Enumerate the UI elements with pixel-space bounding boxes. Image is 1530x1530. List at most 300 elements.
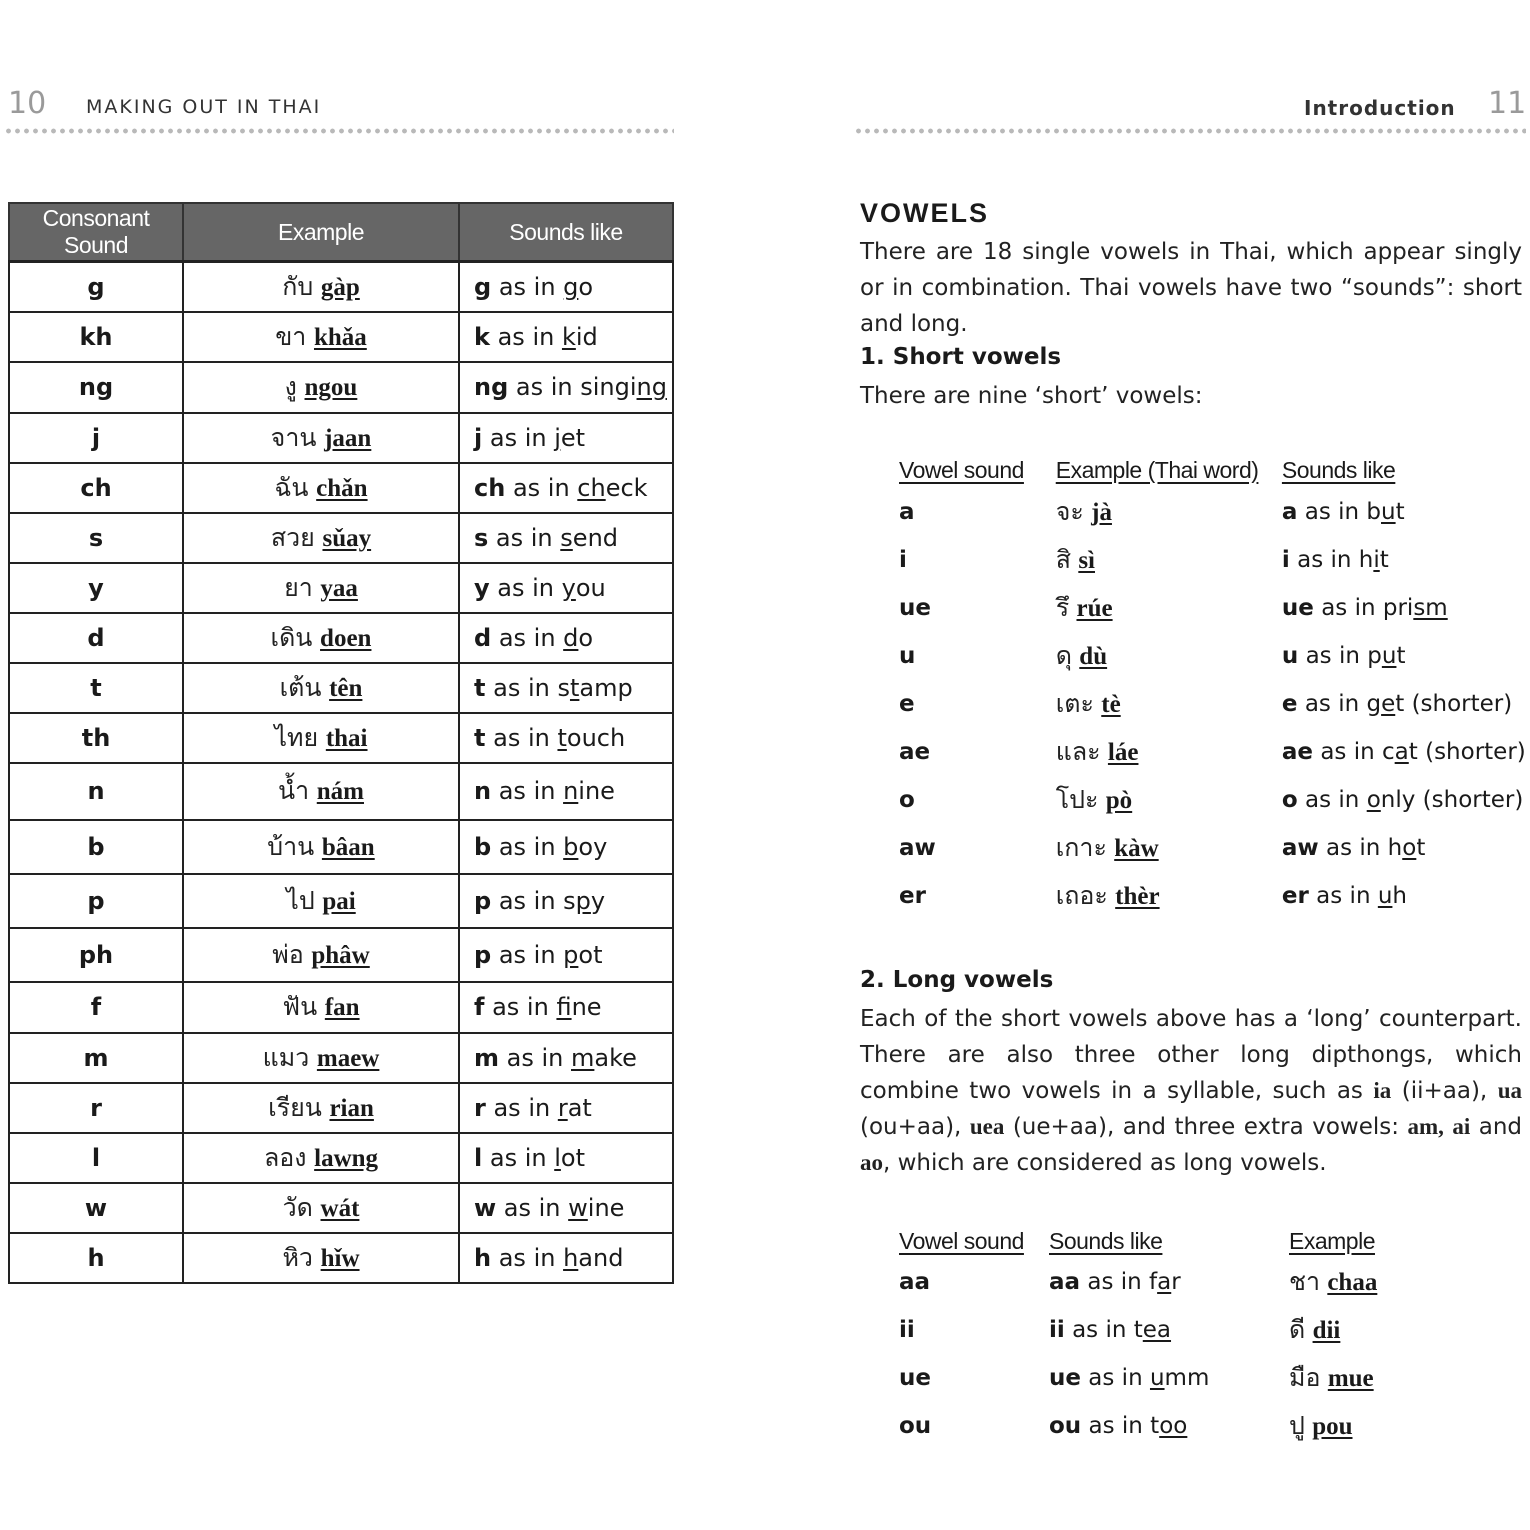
sounds-like-cell xyxy=(459,663,673,713)
sounds-like-cell xyxy=(1282,872,1530,920)
sound-text: as in t xyxy=(1081,1413,1160,1439)
romanization: bâan xyxy=(321,833,375,861)
sound-text: as in xyxy=(1297,787,1367,813)
vowel-sound: ou xyxy=(899,1413,932,1439)
sound-text: as in xyxy=(491,777,564,805)
example-cell xyxy=(183,1083,459,1133)
table-row xyxy=(899,872,1530,920)
header-example: Example xyxy=(1289,1227,1375,1254)
sound-highlight: t xyxy=(557,723,567,752)
sound-text: as in xyxy=(496,1193,569,1222)
sound-text: ot xyxy=(560,1143,585,1172)
romanization: fan xyxy=(324,994,360,1021)
table-row xyxy=(9,413,673,463)
sounds-like-cell xyxy=(459,413,673,463)
sound-text: mm xyxy=(1164,1365,1210,1391)
divider-right xyxy=(854,128,1526,134)
table-row xyxy=(899,584,1530,632)
extra-vowel-ai: ai xyxy=(1452,1114,1471,1139)
table-row xyxy=(9,1033,673,1083)
romanization: pou xyxy=(1312,1413,1353,1440)
sound-key: ou xyxy=(1049,1413,1082,1439)
table-row xyxy=(9,713,673,763)
consonant-sound: ch xyxy=(9,463,183,513)
example-cell xyxy=(183,312,459,362)
extra-vowel-ao: ao xyxy=(860,1150,883,1175)
para-text: and xyxy=(1470,1114,1522,1140)
thai-word: วัด xyxy=(282,1192,313,1222)
table-row xyxy=(899,632,1530,680)
table-row xyxy=(899,680,1530,728)
sound-text: t (shorter) xyxy=(1395,691,1513,717)
example-cell xyxy=(183,1233,459,1283)
thai-word: ไป xyxy=(286,885,315,915)
thai-word: ฟัน xyxy=(282,992,318,1021)
example-cell xyxy=(1056,680,1282,728)
running-head-left: MAKING OUT IN THAI xyxy=(86,96,322,118)
consonant-sound: ng xyxy=(9,362,183,413)
romanization: yaa xyxy=(320,574,358,602)
vowel-sound: o xyxy=(899,787,915,813)
table-row xyxy=(899,728,1530,776)
sound-text: as in xyxy=(491,623,564,652)
sound-highlight: y xyxy=(561,573,576,602)
example-cell xyxy=(183,763,459,820)
thai-word: ดุ xyxy=(1055,641,1072,670)
sound-text: as in p xyxy=(1298,643,1382,669)
sound-text: nly (shorter) xyxy=(1380,787,1524,813)
sound-text: as in xyxy=(489,322,562,351)
table-row xyxy=(9,262,673,312)
sound-text: as in b xyxy=(1297,499,1382,525)
thai-word: เถอะ xyxy=(1055,881,1108,910)
table-row xyxy=(9,1083,673,1133)
example-cell xyxy=(1056,728,1282,776)
sounds-like-cell xyxy=(459,563,673,613)
romanization: gàp xyxy=(320,273,360,301)
sound-text: as in pri xyxy=(1313,595,1414,621)
table-row xyxy=(9,1183,673,1233)
example-cell xyxy=(183,262,459,312)
sound-text: o xyxy=(578,623,594,652)
romanization: doen xyxy=(320,624,372,652)
sounds-like-cell xyxy=(459,713,673,763)
sound-text: oy xyxy=(578,832,608,861)
thai-word: จาน xyxy=(270,422,317,452)
thai-word: ไทย xyxy=(274,722,319,752)
sound-text: end xyxy=(572,523,619,552)
sound-highlight: ea xyxy=(1142,1317,1172,1343)
sound-highlight: e xyxy=(1381,691,1396,717)
thai-word: กับ xyxy=(282,271,314,301)
para-text: (ou+aa), xyxy=(860,1114,970,1140)
table-row xyxy=(899,1354,1489,1402)
sound-key: aw xyxy=(1281,835,1319,861)
sound-highlight: u xyxy=(1377,883,1393,909)
consonant-sound: w xyxy=(9,1183,183,1233)
consonant-sound: b xyxy=(9,820,183,874)
sounds-like-cell xyxy=(1049,1354,1289,1402)
table-row xyxy=(9,1233,673,1283)
sound-highlight: l xyxy=(554,1143,561,1172)
sound-key: t xyxy=(474,673,486,702)
thai-word: หิว xyxy=(282,1242,313,1272)
sounds-like-cell xyxy=(459,820,673,874)
example-cell xyxy=(183,362,459,413)
sound-text: t xyxy=(1396,643,1406,669)
example-cell xyxy=(1056,488,1282,536)
consonant-sound: r xyxy=(9,1083,183,1133)
sound-text: as in xyxy=(491,272,564,301)
sound-text: as in xyxy=(482,1143,555,1172)
sound-key: ch xyxy=(474,473,506,502)
thai-word: เกาะ xyxy=(1055,833,1107,862)
example-cell xyxy=(183,1133,459,1183)
example-cell xyxy=(1289,1306,1489,1354)
sound-highlight: oo xyxy=(1159,1413,1188,1439)
vowels-intro: There are 18 single vowels in Thai, which appear singly or in combination. Thai vowels have two “sounds”: short and long. xyxy=(860,239,1522,337)
romanization: tên xyxy=(329,674,363,702)
sounds-like-cell xyxy=(1049,1306,1289,1354)
table-row xyxy=(899,536,1530,584)
vowel-sound: ue xyxy=(899,595,931,621)
sound-text: and xyxy=(578,1243,624,1272)
thai-word: ลอง xyxy=(263,1142,307,1172)
romanization: nám xyxy=(316,778,364,805)
sound-key: er xyxy=(1281,883,1309,909)
sound-key: r xyxy=(474,1093,486,1122)
table-row xyxy=(9,563,673,613)
thai-word: งู xyxy=(284,372,297,401)
table-row xyxy=(899,1402,1489,1450)
thai-word: ชา xyxy=(1289,1267,1321,1296)
sound-key: d xyxy=(474,623,492,652)
sound-key: ae xyxy=(1281,739,1314,765)
sound-text: as in h xyxy=(1318,835,1403,861)
short-vowels-table xyxy=(899,452,1530,920)
romanization: tè xyxy=(1101,691,1121,718)
header-vowel-sound: Vowel sound xyxy=(899,456,1024,483)
consonant-sound: l xyxy=(9,1133,183,1183)
sound-text: ake xyxy=(594,1043,637,1072)
sound-highlight: ng xyxy=(636,373,667,401)
sound-highlight: d xyxy=(563,623,579,652)
romanization: kàw xyxy=(1114,835,1159,862)
sound-text: amp xyxy=(579,673,633,702)
sound-text: ine xyxy=(578,777,615,805)
sound-text: as in h xyxy=(1289,547,1374,573)
para-text: , which are considered as long vowels. xyxy=(883,1150,1327,1176)
romanization: pai xyxy=(322,887,356,915)
sound-highlight: u xyxy=(1149,1365,1165,1391)
romanization: dù xyxy=(1079,643,1108,670)
table-row xyxy=(9,312,673,362)
table-row xyxy=(9,663,673,713)
sound-highlight: u xyxy=(1381,643,1397,669)
example-cell xyxy=(1289,1258,1489,1306)
sound-highlight: a xyxy=(1394,739,1409,765)
thai-word: ขา xyxy=(275,321,307,351)
consonant-sound: t xyxy=(9,663,183,713)
romanization: jaan xyxy=(324,424,372,452)
vowel-sound: u xyxy=(899,643,916,669)
sounds-like-cell xyxy=(459,613,673,663)
sounds-like-cell xyxy=(459,928,673,982)
page-number-left: 10 xyxy=(8,86,47,121)
sound-key: s xyxy=(474,523,489,552)
sound-text: as in xyxy=(505,473,578,502)
romanization: phâw xyxy=(311,941,370,969)
romanization: pò xyxy=(1105,787,1133,814)
romanization: thai xyxy=(325,724,368,752)
sound-text: ine xyxy=(571,993,602,1021)
sounds-like-cell xyxy=(459,982,673,1033)
sound-text: at xyxy=(567,1093,592,1122)
consonant-sound: s xyxy=(9,513,183,563)
sound-text: id xyxy=(575,322,598,351)
romanization: hǐw xyxy=(320,1244,360,1272)
sound-text: r xyxy=(1171,1269,1181,1295)
sound-text: o xyxy=(578,272,594,301)
thai-word: สิ xyxy=(1055,545,1071,574)
thai-word: บ้าน xyxy=(267,831,315,861)
short-vowels-lead: There are nine ‘short’ vowels: xyxy=(860,383,1203,409)
sounds-like-cell xyxy=(459,1183,673,1233)
sounds-like-cell xyxy=(459,1033,673,1083)
divider-left xyxy=(4,128,674,134)
thai-word: มือ xyxy=(1289,1363,1321,1392)
example-cell xyxy=(1056,632,1282,680)
sound-highlight: u xyxy=(1381,499,1396,525)
sound-highlight: ch xyxy=(577,473,606,502)
sound-highlight: b xyxy=(563,832,579,861)
consonant-table xyxy=(8,202,674,1284)
sound-highlight: o xyxy=(1402,835,1417,861)
thai-word: และ xyxy=(1055,737,1101,766)
romanization: khǎa xyxy=(313,323,367,351)
consonant-sound: g xyxy=(9,262,183,312)
thai-word: ยา xyxy=(284,572,313,602)
sounds-like-cell xyxy=(459,1133,673,1183)
sounds-like-cell xyxy=(1049,1402,1289,1450)
sound-key: i xyxy=(1281,547,1290,573)
example-cell xyxy=(183,874,459,928)
consonant-table-header xyxy=(9,203,673,262)
sound-text: as in xyxy=(488,523,561,552)
para-text: (ii+aa), xyxy=(1391,1078,1498,1104)
header-sounds-like: Sounds like xyxy=(459,203,673,262)
sound-key: p xyxy=(474,940,492,969)
long-vowels-header xyxy=(899,1224,1489,1258)
romanization: thèr xyxy=(1115,883,1160,910)
sound-text: as in xyxy=(499,1043,571,1072)
vowel-sound: ae xyxy=(899,739,931,765)
thai-word: จะ xyxy=(1055,497,1084,526)
sounds-like-cell xyxy=(459,463,673,513)
sound-text: as in xyxy=(485,1093,558,1122)
sound-text: as in c xyxy=(1313,739,1395,765)
vowel-sound: er xyxy=(899,883,926,909)
sound-key: f xyxy=(474,993,485,1021)
sound-text: as in xyxy=(484,993,557,1021)
table-row xyxy=(9,463,673,513)
running-head-right: Introduction xyxy=(1304,96,1456,120)
sound-text: as in xyxy=(491,940,564,969)
diphthong-uea: uea xyxy=(969,1114,1005,1139)
example-cell xyxy=(183,563,459,613)
table-row xyxy=(899,776,1530,824)
vowel-sound: ii xyxy=(899,1317,915,1343)
sound-text: as in singi xyxy=(508,373,637,401)
table-row xyxy=(9,613,673,663)
consonant-sound: h xyxy=(9,1233,183,1283)
sound-key: aa xyxy=(1049,1269,1081,1295)
vowel-sound: i xyxy=(899,547,907,573)
sound-highlight: p xyxy=(575,886,591,915)
romanization: láe xyxy=(1107,739,1139,766)
consonant-sound: d xyxy=(9,613,183,663)
sound-text: as in t xyxy=(1064,1317,1143,1343)
table-row xyxy=(9,820,673,874)
example-cell xyxy=(183,613,459,663)
header-sounds-like: Sounds like xyxy=(1281,456,1396,483)
sounds-like-cell xyxy=(1282,488,1530,536)
sound-highlight: f xyxy=(556,993,572,1021)
sounds-like-cell xyxy=(459,1233,673,1283)
thai-word: เรียน xyxy=(268,1092,322,1122)
sound-highlight: m xyxy=(571,1043,595,1072)
thai-word: น้ำ xyxy=(277,776,310,805)
romanization: sì xyxy=(1078,547,1095,574)
sound-key: p xyxy=(474,886,492,915)
romanization: mue xyxy=(1327,1365,1374,1392)
thai-word: โปะ xyxy=(1055,785,1099,814)
romanization: maew xyxy=(316,1044,380,1072)
sounds-like-cell xyxy=(459,1083,673,1133)
table-row xyxy=(899,1258,1489,1306)
example-cell xyxy=(183,713,459,763)
table-row xyxy=(9,513,673,563)
sound-text: as in xyxy=(485,723,558,752)
sound-key: k xyxy=(474,322,490,351)
example-cell xyxy=(183,928,459,982)
table-row xyxy=(9,362,673,413)
sound-highlight: a xyxy=(1157,1269,1172,1295)
sound-highlight: i xyxy=(1373,547,1380,573)
table-row xyxy=(9,763,673,820)
sounds-like-cell xyxy=(459,362,673,413)
sound-highlight: h xyxy=(563,1243,579,1272)
thai-word: รึ xyxy=(1055,593,1070,622)
short-vowels-title: 1. Short vowels xyxy=(860,344,1062,370)
sound-key: j xyxy=(474,423,483,452)
consonant-sound: f xyxy=(9,982,183,1033)
extra-vowel-am: am, xyxy=(1407,1114,1444,1139)
diphthong-ia: ia xyxy=(1373,1078,1392,1103)
sound-text: t xyxy=(1395,499,1405,525)
header-consonant-sound: Consonant Sound xyxy=(9,203,183,262)
sounds-like-cell xyxy=(459,262,673,312)
sound-highlight: r xyxy=(557,1093,568,1122)
long-vowels-table xyxy=(899,1224,1489,1450)
romanization: sǔay xyxy=(322,524,372,552)
consonant-sound: kh xyxy=(9,312,183,362)
sound-text: ine xyxy=(587,1193,625,1222)
sound-text: as in s xyxy=(485,673,570,702)
example-cell xyxy=(183,663,459,713)
sound-highlight: g xyxy=(563,272,579,301)
sound-highlight: p xyxy=(563,940,579,969)
romanization: chaa xyxy=(1327,1269,1378,1296)
sounds-like-cell xyxy=(1282,824,1530,872)
short-vowels-header xyxy=(899,452,1530,488)
sound-key: g xyxy=(474,272,492,301)
sounds-like-cell xyxy=(1282,536,1530,584)
vowel-sound: aa xyxy=(899,1269,931,1295)
example-cell xyxy=(1056,536,1282,584)
header-example: Example xyxy=(183,203,459,262)
thai-word: เตะ xyxy=(1055,689,1094,718)
example-cell xyxy=(183,413,459,463)
sounds-like-cell xyxy=(1282,632,1530,680)
sounds-like-cell xyxy=(1049,1258,1289,1306)
sounds-like-cell xyxy=(1282,584,1530,632)
sound-key: u xyxy=(1281,643,1299,669)
sound-key: ue xyxy=(1281,595,1314,621)
example-cell xyxy=(183,463,459,513)
sound-text: as in xyxy=(1080,1365,1150,1391)
sound-key: e xyxy=(1281,691,1298,717)
consonant-sound: y xyxy=(9,563,183,613)
sound-key: ii xyxy=(1049,1317,1065,1343)
romanization: jà xyxy=(1091,499,1112,526)
header-sounds-like: Sounds like xyxy=(1049,1227,1163,1254)
table-row xyxy=(9,928,673,982)
consonant-sound: ph xyxy=(9,928,183,982)
sound-key: m xyxy=(474,1043,500,1072)
romanization: rian xyxy=(329,1094,374,1122)
vowel-sound: ue xyxy=(899,1365,931,1391)
example-cell xyxy=(1056,824,1282,872)
vowel-sound: aw xyxy=(899,835,936,861)
sounds-like-cell xyxy=(459,312,673,362)
table-row xyxy=(9,982,673,1033)
sound-text: as in s xyxy=(491,886,576,915)
sound-key: n xyxy=(474,777,492,805)
sound-highlight: n xyxy=(563,777,579,805)
sound-text: as in xyxy=(491,832,564,861)
sound-key: a xyxy=(1281,499,1298,525)
table-row xyxy=(9,1133,673,1183)
sounds-like-cell xyxy=(1282,776,1530,824)
sound-key: b xyxy=(474,832,492,861)
sound-text: ouch xyxy=(566,723,626,752)
example-cell xyxy=(1056,776,1282,824)
sound-highlight: k xyxy=(561,322,576,351)
sound-key: ng xyxy=(474,373,509,401)
table-row xyxy=(899,824,1530,872)
consonant-sound: n xyxy=(9,763,183,820)
section-title: VOWELS xyxy=(860,198,990,228)
sound-key: o xyxy=(1281,787,1298,813)
sound-highlight: sm xyxy=(1413,595,1448,621)
sound-text: as in f xyxy=(1080,1269,1158,1295)
consonant-sound: th xyxy=(9,713,183,763)
consonant-sound: p xyxy=(9,874,183,928)
header-example-thai-word: Example (Thai word) xyxy=(1055,456,1259,483)
page-number-right: 11 xyxy=(1488,86,1527,121)
sound-text: as in xyxy=(482,423,555,452)
